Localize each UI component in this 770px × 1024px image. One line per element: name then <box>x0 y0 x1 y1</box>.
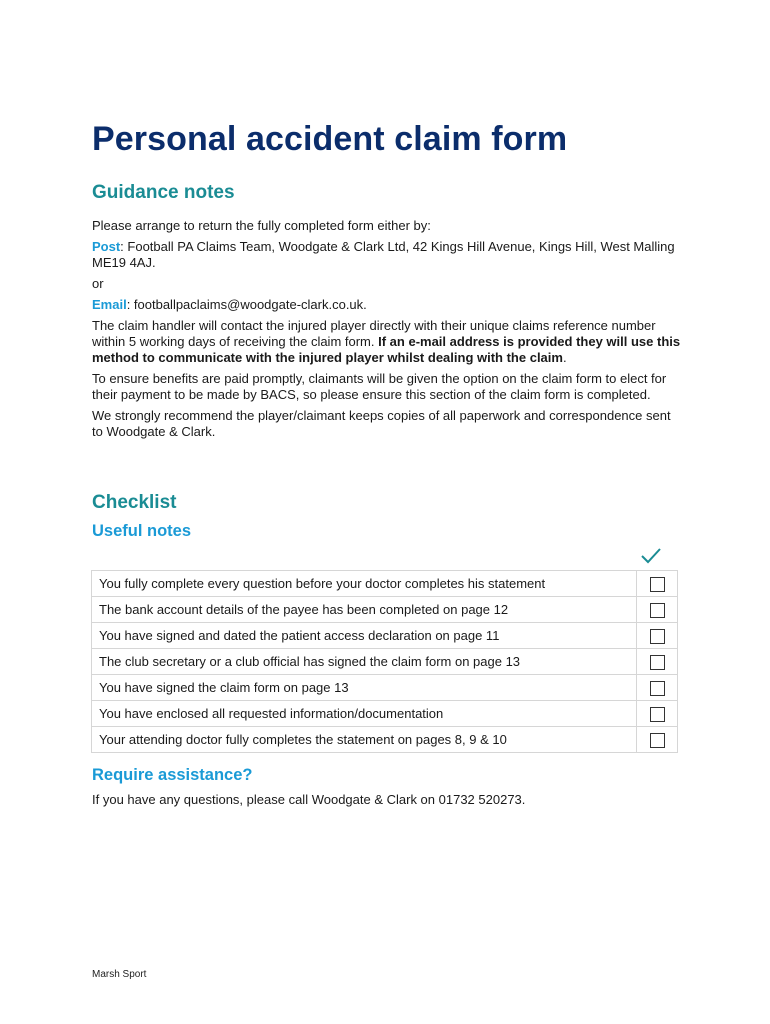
email-paragraph <box>92 297 682 313</box>
checklist-row <box>92 701 678 727</box>
checklist-checkbox[interactable] <box>650 603 665 618</box>
bacs-paragraph: To ensure benefits are paid promptly, claimants will be given the option on the claim form to elect for their payment to be made by BACS, so please ensure this section of the claim form is completed. <box>92 371 667 402</box>
checklist-checkbox[interactable] <box>650 681 665 696</box>
guidance-notes <box>92 218 682 445</box>
checklist-heading: Checklist <box>92 492 177 513</box>
post-label: Post <box>92 239 121 254</box>
checklist-checkbox[interactable] <box>650 733 665 748</box>
checklist-checkbox-cell <box>637 727 678 753</box>
assistance-heading: Require assistance? <box>92 766 253 784</box>
copies-paragraph: We strongly recommend the player/claimant keeps copies of all paperwork and correspondence sent to Woodgate & Clark. <box>92 408 671 439</box>
checklist-checkbox-cell <box>637 649 678 675</box>
checkmark-icon <box>639 543 663 567</box>
handler-paragraph <box>92 318 682 366</box>
useful-notes-heading: Useful notes <box>92 522 192 540</box>
checklist-row <box>92 597 678 623</box>
checklist-item-label: You fully complete every question before your doctor completes his statement <box>92 571 637 597</box>
checklist-checkbox-cell <box>637 597 678 623</box>
checklist-checkbox-cell <box>637 571 678 597</box>
checklist-item-label: The bank account details of the payee has been completed on page 12 <box>92 597 637 623</box>
post-address: : Football PA Claims Team, Woodgate & Clark Ltd, 42 Kings Hill Avenue, Kings Hill, West Malling ME19 4AJ. <box>92 239 675 270</box>
email-address: : footballpaclaims@woodgate-clark.co.uk. <box>126 297 367 312</box>
checklist-row <box>92 727 678 753</box>
checklist-item-label: You have enclosed all requested information/documentation <box>92 701 637 727</box>
checklist-checkbox[interactable] <box>650 577 665 592</box>
page-title: Personal accident claim form <box>92 120 568 158</box>
checklist-item-label: You have signed the claim form on page 13 <box>92 675 637 701</box>
checklist-row <box>92 623 678 649</box>
checklist-table <box>91 570 678 753</box>
email-label: Email <box>92 297 127 312</box>
checklist-checkbox-cell <box>637 701 678 727</box>
post-paragraph <box>92 239 682 271</box>
footer-brand: Marsh Sport <box>92 969 147 980</box>
handler-text: The claim handler will contact the injured player directly with their unique claims reference number within 5 working days of receiving the claim form. <box>92 318 656 349</box>
checklist-item-label: Your attending doctor fully completes the statement on pages 8, 9 & 10 <box>92 727 637 753</box>
handler-end: . <box>562 350 567 365</box>
checklist-row <box>92 675 678 701</box>
checklist-row <box>92 571 678 597</box>
checklist-checkbox[interactable] <box>650 707 665 722</box>
handler-bold-text: If an e-mail address is provided they will use this method to communicate with the injured player whilst dealing with the claim <box>92 334 681 365</box>
assistance-text: If you have any questions, please call Woodgate & Clark on 01732 520273. <box>92 792 526 807</box>
checklist-item-label: You have signed and dated the patient access declaration on page 11 <box>92 623 637 649</box>
checklist-checkbox[interactable] <box>650 655 665 670</box>
checklist-row <box>92 649 678 675</box>
checklist-checkbox-cell <box>637 675 678 701</box>
checklist-checkbox-cell <box>637 623 678 649</box>
checklist-checkbox[interactable] <box>650 629 665 644</box>
guidance-intro: Please arrange to return the fully completed form either by: <box>92 218 431 233</box>
guidance-heading: Guidance notes <box>92 182 235 203</box>
checklist-item-label: The club secretary or a club official has signed the claim form on page 13 <box>92 649 637 675</box>
or-text: or <box>92 276 104 291</box>
